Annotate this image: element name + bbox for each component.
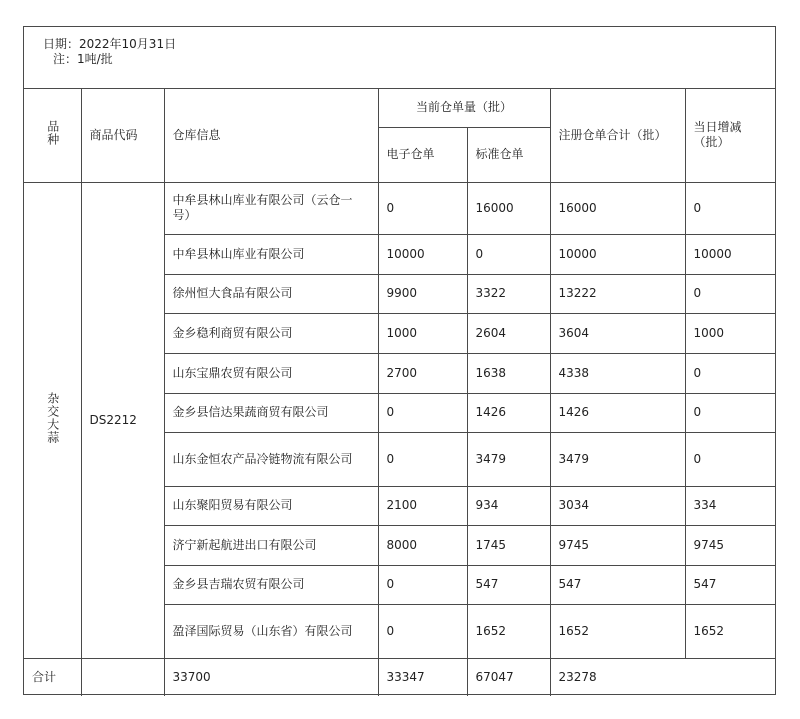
- total-value: 3604: [550, 313, 685, 353]
- col-header-registered-total: 注册仓单合计（批）: [550, 89, 685, 182]
- total-value: 13222: [550, 274, 685, 313]
- electronic-value: 2700: [378, 353, 467, 393]
- standard-value: 1638: [467, 353, 550, 393]
- standard-value: 2604: [467, 313, 550, 353]
- warehouse-name: 徐州恒大食品有限公司: [164, 274, 378, 313]
- standard-value: 3479: [467, 432, 550, 486]
- electronic-value: 0: [378, 393, 467, 432]
- change-value: 0: [685, 353, 775, 393]
- warehouse-name: 中牟县林山库业有限公司（云仓一号）: [164, 182, 378, 234]
- standard-value: 1745: [467, 525, 550, 565]
- total-value: 1652: [550, 604, 685, 658]
- totals-row: [24, 658, 775, 696]
- standard-value: 16000: [467, 182, 550, 234]
- electronic-value: 0: [378, 182, 467, 234]
- electronic-value: 0: [378, 604, 467, 658]
- change-value: 0: [685, 274, 775, 313]
- unit-note: 注：1吨/批: [53, 52, 113, 66]
- totals-standard: 33347: [378, 658, 467, 696]
- change-value: 0: [685, 432, 775, 486]
- change-value: 334: [685, 486, 775, 525]
- totals-label: 合计: [24, 658, 81, 696]
- col-header-current-receipts: 当前仓单量（批）: [378, 89, 550, 127]
- warehouse-name: 山东聚阳贸易有限公司: [164, 486, 378, 525]
- variety-cell: 杂交大蒜: [24, 182, 81, 658]
- electronic-value: 2100: [378, 486, 467, 525]
- col-header-warehouse: 仓库信息: [164, 89, 378, 182]
- col-header-standard: 标准仓单: [467, 127, 550, 182]
- receipt-table: [24, 89, 775, 696]
- change-value: 0: [685, 182, 775, 234]
- totals-electronic: 33700: [164, 658, 378, 696]
- electronic-value: 1000: [378, 313, 467, 353]
- total-value: 9745: [550, 525, 685, 565]
- totals-registered: 67047: [467, 658, 550, 696]
- change-value: 10000: [685, 234, 775, 274]
- col-header-daily-change: 当日增减（批）: [685, 89, 775, 182]
- standard-value: 1426: [467, 393, 550, 432]
- standard-value: 934: [467, 486, 550, 525]
- total-value: 16000: [550, 182, 685, 234]
- change-value: 0: [685, 393, 775, 432]
- electronic-value: 8000: [378, 525, 467, 565]
- warehouse-name: 济宁新起航进出口有限公司: [164, 525, 378, 565]
- standard-value: 547: [467, 565, 550, 604]
- electronic-value: 0: [378, 565, 467, 604]
- total-value: 547: [550, 565, 685, 604]
- totals-warehouse-empty: [81, 658, 164, 696]
- product-code-cell: DS2212: [81, 182, 164, 658]
- totals-change: 23278: [550, 658, 685, 696]
- warehouse-name: 金乡县信达果蔬商贸有限公司: [164, 393, 378, 432]
- total-value: 3034: [550, 486, 685, 525]
- warehouse-receipt-sheet: [23, 26, 776, 695]
- standard-value: 1652: [467, 604, 550, 658]
- table-row: [24, 182, 775, 234]
- standard-value: 3322: [467, 274, 550, 313]
- electronic-value: 9900: [378, 274, 467, 313]
- col-header-electronic: 电子仓单: [378, 127, 467, 182]
- warehouse-name: 金乡稳利商贸有限公司: [164, 313, 378, 353]
- warehouse-name: 山东金恒农产品冷链物流有限公司: [164, 432, 378, 486]
- header-note: [24, 27, 775, 89]
- change-value: 1652: [685, 604, 775, 658]
- change-value: 547: [685, 565, 775, 604]
- standard-value: 0: [467, 234, 550, 274]
- total-value: 10000: [550, 234, 685, 274]
- warehouse-name: 山东宝鼎农贸有限公司: [164, 353, 378, 393]
- warehouse-name: 盈泽国际贸易（山东省）有限公司: [164, 604, 378, 658]
- warehouse-name: 中牟县林山库业有限公司: [164, 234, 378, 274]
- report-date: 日期：2022年10月31日: [43, 37, 177, 51]
- electronic-value: 10000: [378, 234, 467, 274]
- warehouse-name: 金乡县吉瑞农贸有限公司: [164, 565, 378, 604]
- total-value: 4338: [550, 353, 685, 393]
- electronic-value: 0: [378, 432, 467, 486]
- total-value: 1426: [550, 393, 685, 432]
- change-value: 1000: [685, 313, 775, 353]
- total-value: 3479: [550, 432, 685, 486]
- header-row: [24, 89, 775, 127]
- change-value: 9745: [685, 525, 775, 565]
- col-header-variety: 品种: [24, 89, 81, 182]
- col-header-product-code: 商品代码: [81, 89, 164, 182]
